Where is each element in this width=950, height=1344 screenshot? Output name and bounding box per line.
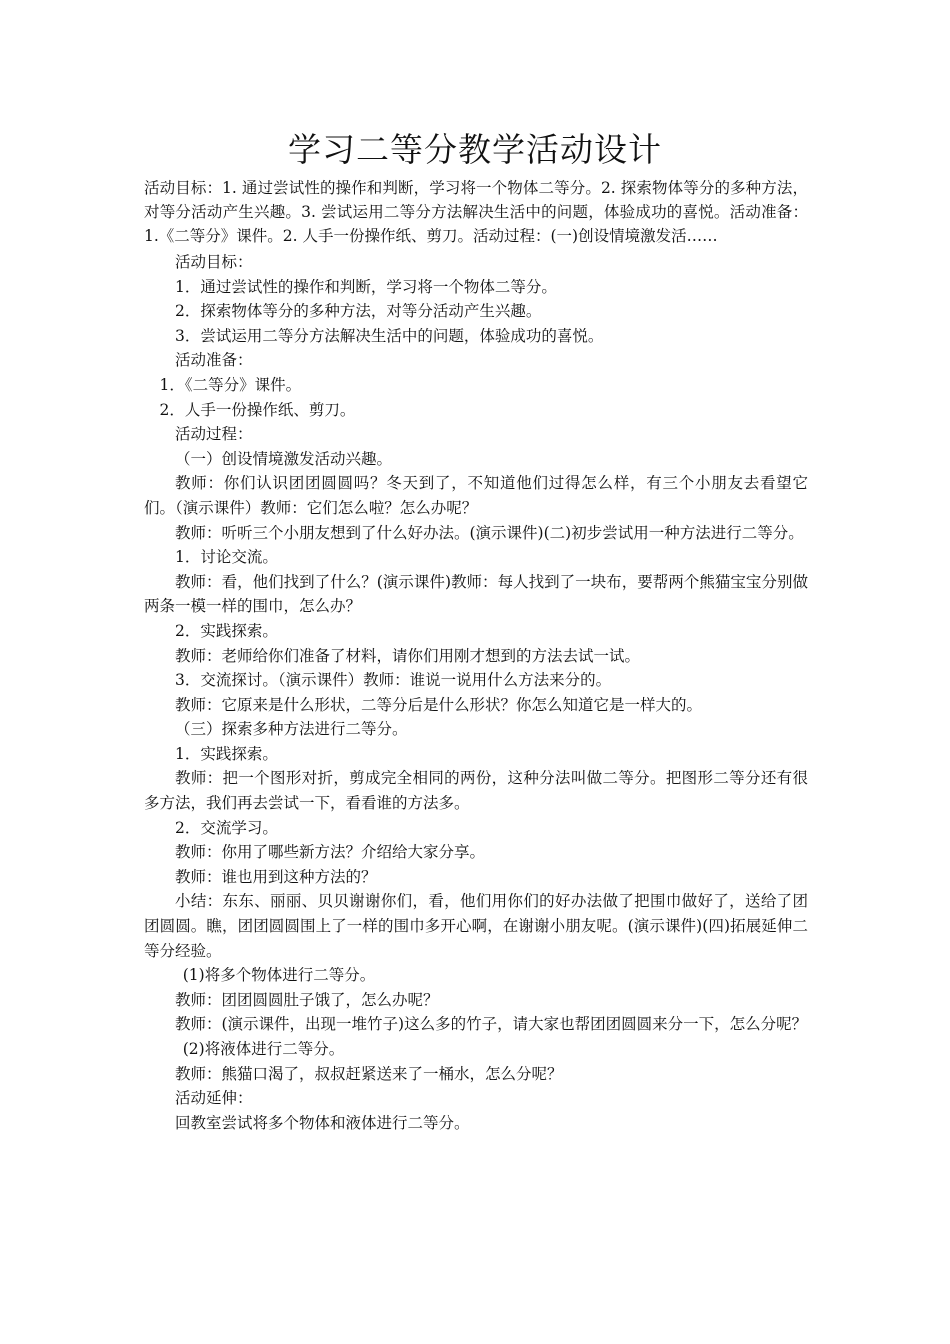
paragraph: 1．实践探索。: [175, 744, 278, 763]
paragraph: 教师：(演示课件，出现一堆竹子)这么多的竹子，请大家也帮团团圆圆来分一下，怎么分呢？: [175, 1015, 808, 1034]
document-body: [144, 250, 808, 1135]
paragraph: 教师：你用了哪些新方法？介绍给大家分享。: [175, 843, 486, 862]
paragraph: 教师：团团圆圆肚子饿了，怎么办呢？: [175, 990, 439, 1009]
paragraph: 教师：你们认识团团圆圆吗？冬天到了，不知道他们过得怎么样，有三个小朋友去看望它们。（演示课件）教师：它们怎么啦？怎么办呢？: [144, 474, 808, 517]
paragraph: (1)将多个物体进行二等分。: [182, 966, 376, 985]
paragraph: 教师：老师给你们准备了材料，请你们用刚才想到的方法去试一试。: [175, 646, 641, 665]
paragraph: 2．探索物体等分的多种方法，对等分活动产生兴趣。: [175, 302, 542, 321]
paragraph: 3．尝试运用二等分方法解决生活中的问题，体验成功的喜悦。: [175, 326, 604, 345]
paragraph: (2)将液体进行二等分。: [182, 1040, 345, 1058]
paragraph: 1．讨论交流。: [175, 548, 278, 567]
paragraph: 2．实践探索。: [175, 621, 278, 640]
paragraph: 2．交流学习。: [175, 818, 278, 837]
paragraph: 活动准备：: [175, 351, 253, 370]
paragraph: 1．通过尝试性的操作和判断，学习将一个物体二等分。: [175, 277, 557, 296]
paragraph: 活动目标：: [175, 253, 253, 271]
paragraph: 小结：东东、丽丽、贝贝谢谢你们，看，他们用你们的好办法做了把围巾做好了，送给了团团圆圆。瞧，团团圆圆围上了一样的围巾多开心啊，在谢谢小朋友呢。(演示课件)(四)拓展延伸二等分经验。: [144, 892, 808, 960]
paragraph: 教师：看，他们找到了什么？(演示课件)教师：每人找到了一块布，要帮两个熊猫宝宝分别做两条一模一样的围巾，怎么办？: [144, 572, 808, 616]
paragraph: （一）创设情境激发活动兴趣。: [175, 449, 393, 468]
paragraph: 教师：把一个图形对折，剪成完全相同的两份，这种分法叫做二等分。把图形二等分还有很多方法，我们再去尝试一下，看看谁的方法多。: [144, 769, 808, 813]
document-title: 学习二等分教学活动设计: [288, 130, 662, 169]
paragraph: 教师：听听三个小朋友想到了什么好办法。(演示课件)(二)初步尝试用一种方法进行二等分。: [175, 523, 804, 542]
document-summary: 活动目标：1. 通过尝试性的操作和判断，学习将一个物体二等分。2. 探索物体等分的多种方法，对等分活动产生兴趣。3. 尝试运用二等分方法解决生活中的问题，体验成功的喜悦。活动准备：1.《二等分》课件。2. 人手一份操作纸、剪刀。活动过程：(一)创设情境激发活……: [144, 179, 808, 245]
paragraph: 1．《二等分》课件。: [159, 375, 302, 394]
paragraph: 教师：熊猫口渴了，叔叔赶紧送来了一桶水，怎么分呢？: [175, 1064, 563, 1083]
paragraph: 3．交流探讨。（演示课件）教师：谁说一说用什么方法来分的。: [175, 671, 612, 690]
paragraph: （三）探索多种方法进行二等分。: [175, 720, 408, 739]
paragraph: 教师：谁也用到这种方法的？: [175, 867, 377, 886]
paragraph: 活动过程：: [175, 425, 253, 444]
paragraph: 2．人手一份操作纸、剪刀。: [159, 400, 356, 419]
paragraph: 活动延伸：: [175, 1089, 253, 1108]
paragraph: 教师：它原来是什么形状，二等分后是什么形状？你怎么知道它是一样大的。: [175, 695, 703, 714]
paragraph: 回教室尝试将多个物体和液体进行二等分。: [175, 1113, 470, 1132]
